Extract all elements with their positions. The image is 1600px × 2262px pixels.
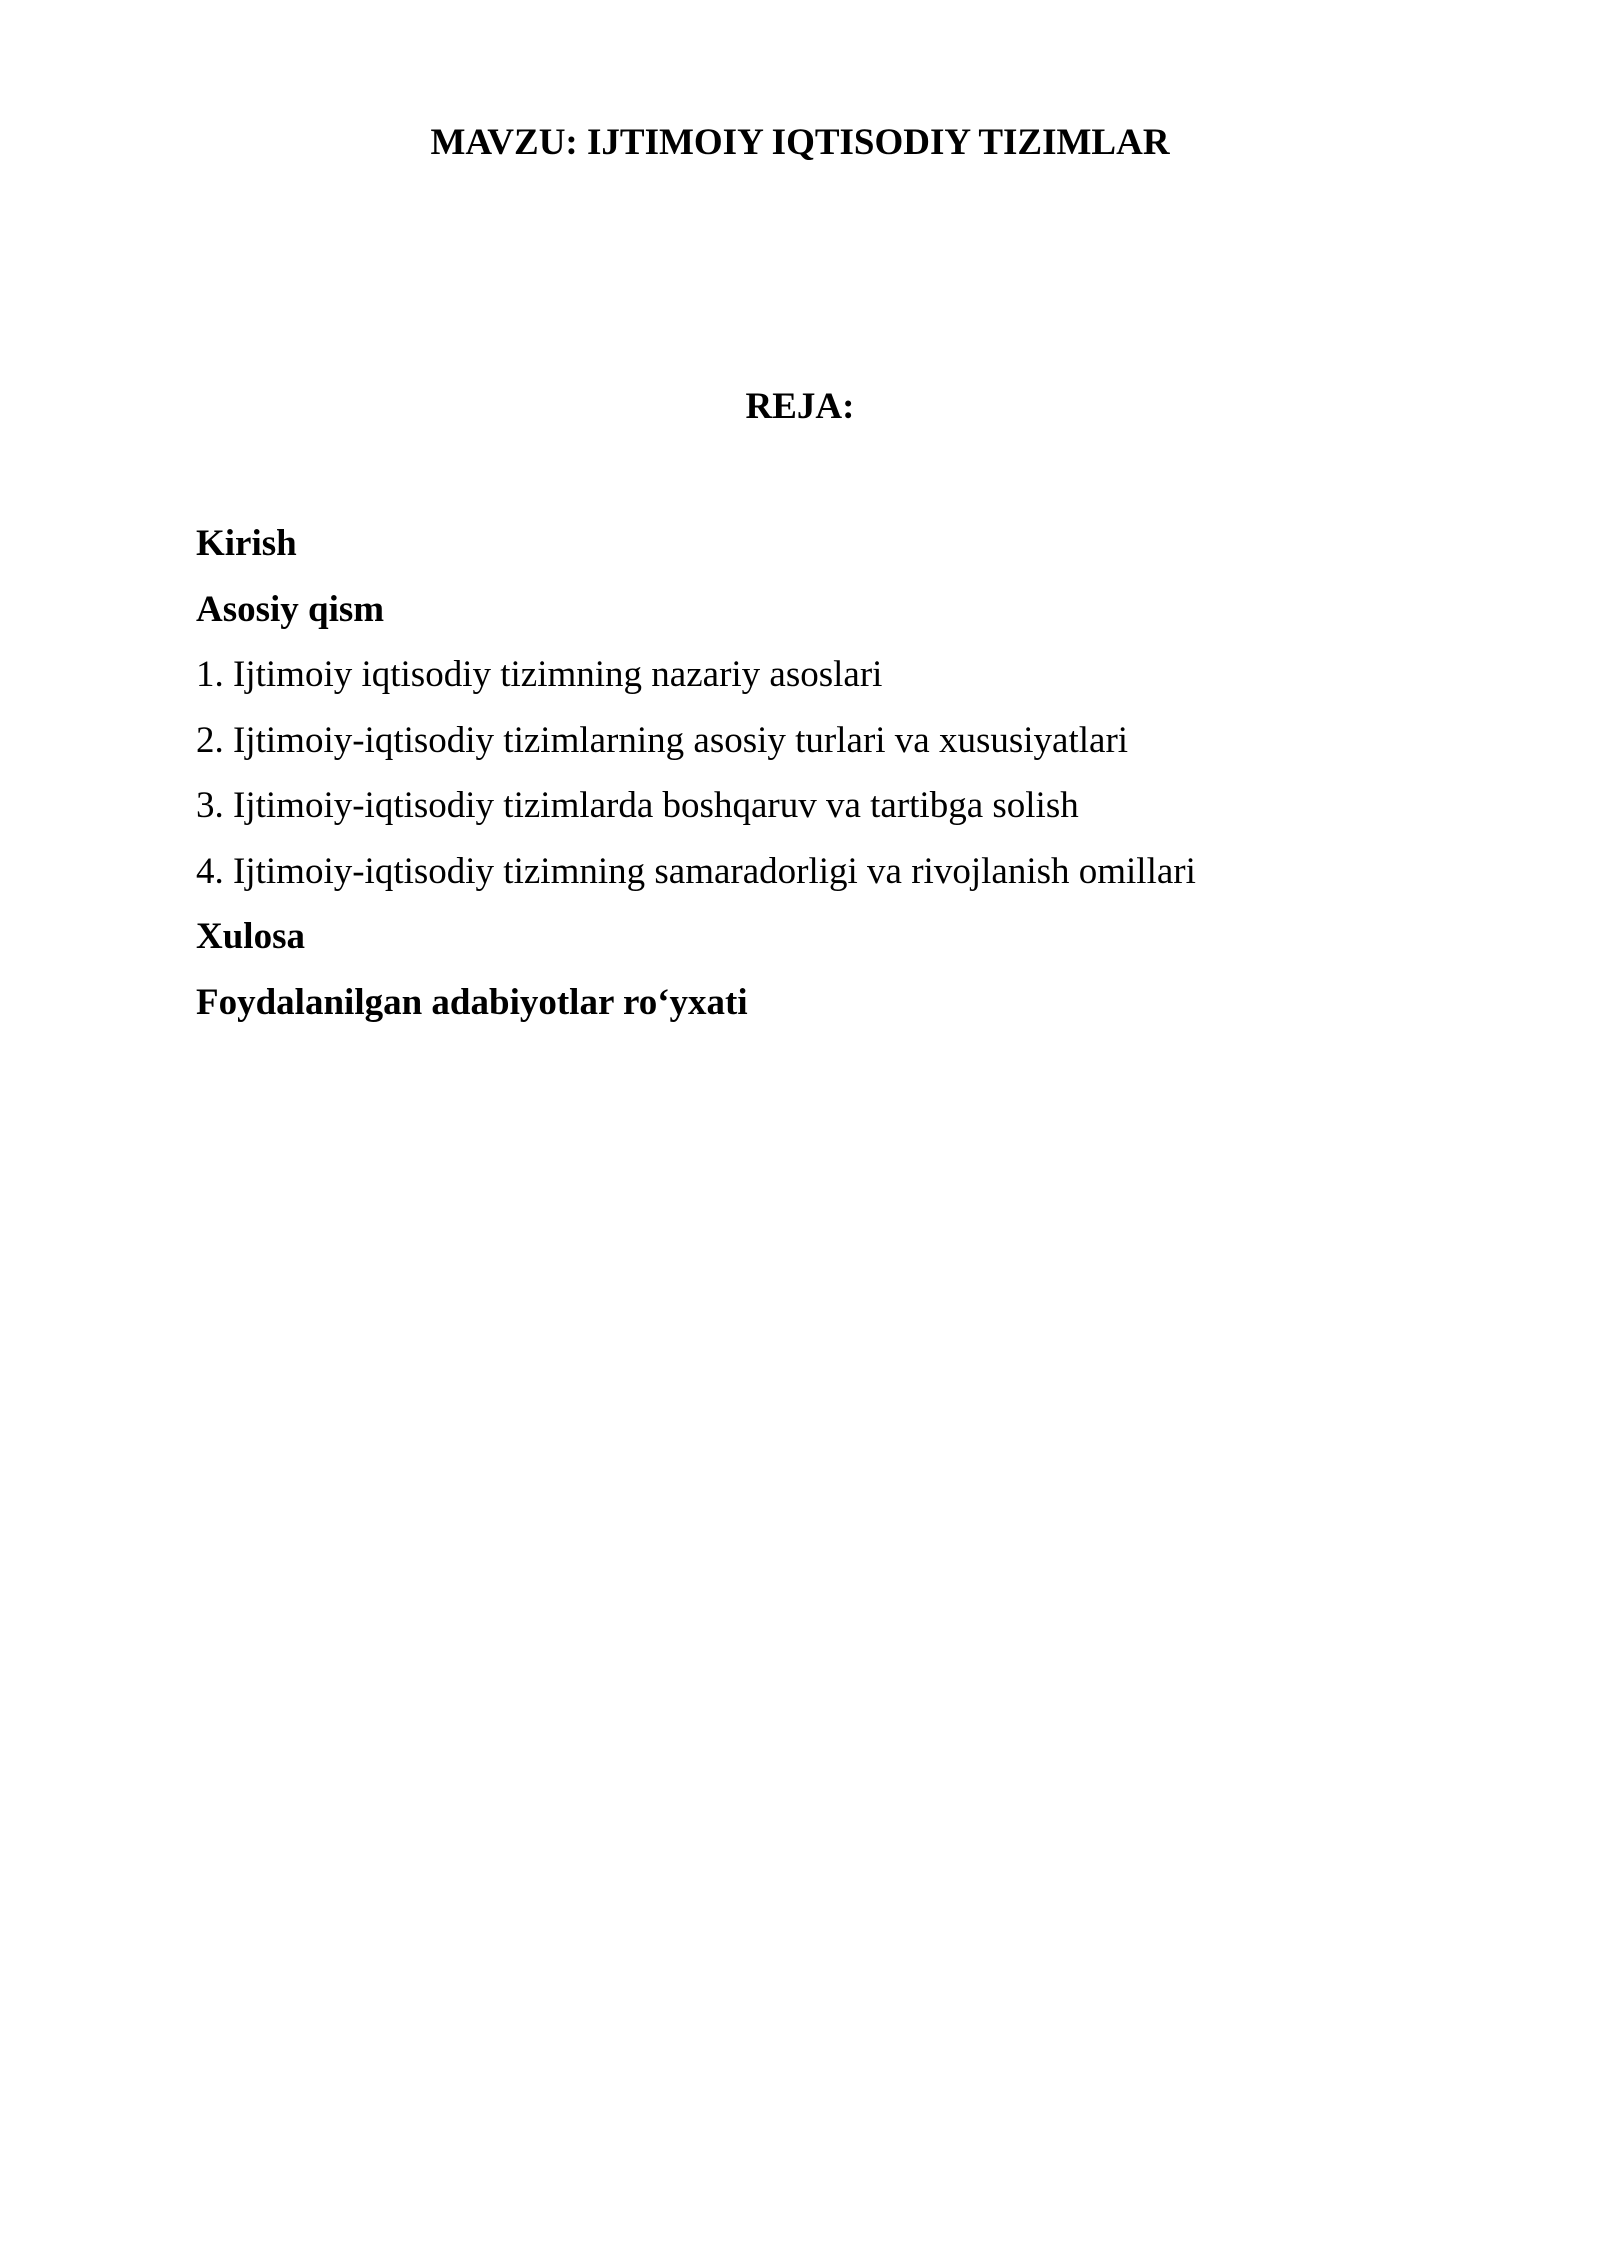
plan-item-introduction: Kirish bbox=[196, 523, 297, 564]
plan-item-2: 2. Ijtimoiy-iqtisodiy tizimlarning asosiy turlari va xususiyatlari bbox=[196, 719, 1129, 761]
document-title: MAVZU: IJTIMOIY IQTISODIY TIZIMLAR bbox=[430, 122, 1170, 163]
plan-heading: REJA: bbox=[745, 386, 855, 427]
plan-item-4: 4. Ijtimoiy-iqtisodiy tizimning samaradorligi va rivojlanish omillari bbox=[196, 850, 1196, 892]
plan-item-references: Foydalanilgan adabiyotlar ro‘yxati bbox=[196, 981, 748, 1023]
plan-item-3: 3. Ijtimoiy-iqtisodiy tizimlarda boshqaruv va tartibga solish bbox=[196, 785, 1079, 826]
plan-list bbox=[196, 511, 1446, 1035]
plan-item-conclusion: Xulosa bbox=[196, 916, 305, 957]
plan-item-1: 1. Ijtimoiy iqtisodiy tizimning nazariy asoslari bbox=[196, 654, 883, 695]
plan-item-main-part: Asosiy qism bbox=[196, 588, 385, 630]
